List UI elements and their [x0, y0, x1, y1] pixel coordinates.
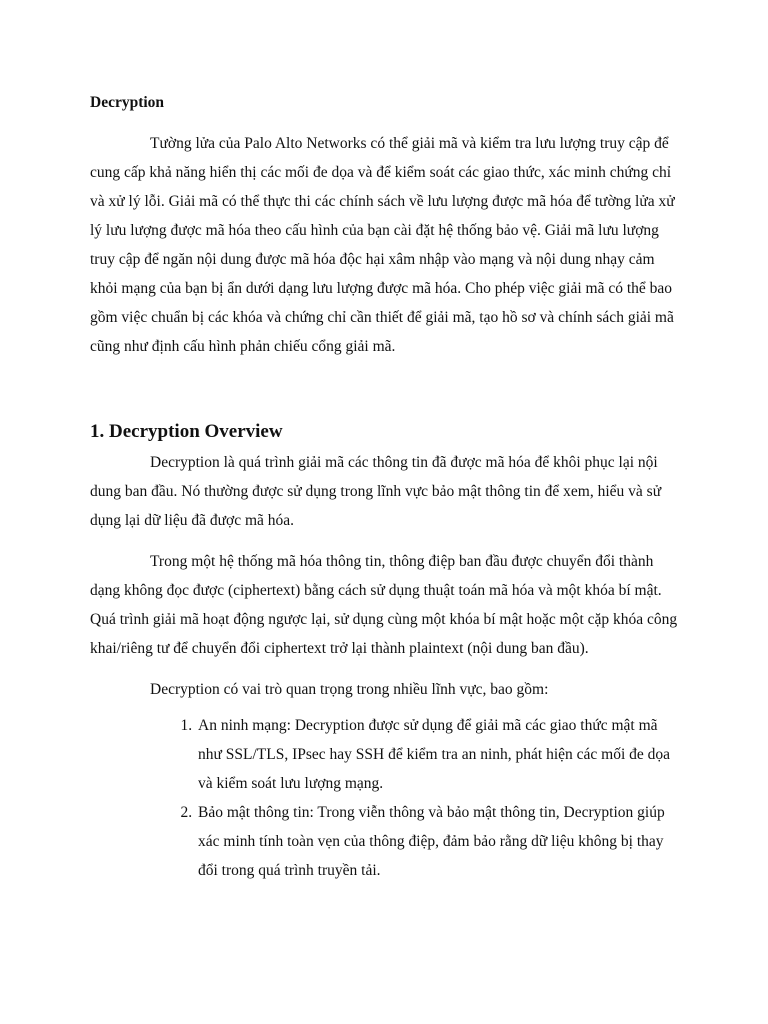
intro-paragraph: Tường lửa của Palo Alto Networks có thể giải mã và kiểm tra lưu lượng truy cập để cung cấp khả năng hiển thị các mối đe dọa và để kiểm soát các giao thức, xác minh chứng chỉ và xử lý lỗi. Giải mã có thể thực thi các chính sách về lưu lượng được mã hóa để tường lửa xử lý lưu lượng được mã hóa theo cấu hình của bạn cài đặt hệ thống bảo vệ. Giải mã lưu lượng truy cập để ngăn nội dung được mã hóa độc hại xâm nhập vào mạng và nội dung nhạy cảm khỏi mạng của bạn bị ẩn dưới dạng lưu lượng được mã hóa. Cho phép việc giải mã có thể bao gồm việc chuẩn bị các khóa và chứng chỉ cần thiết để giải mã, tạo hồ sơ và chính sách giải mã cũng như định cấu hình phản chiếu cổng giải mã.: [90, 135, 675, 355]
section-paragraph-3: Decryption có vai trò quan trọng trong nhiều lĩnh vực, bao gồm:: [150, 681, 549, 698]
list-item: 1. An ninh mạng: Decryption được sử dụng để giải mã các giao thức mật mã như SSL/TLS, IPsec hay SSH để kiểm tra an ninh, phát hiện các mối đe dọa và kiểm soát lưu lượng mạng.: [196, 711, 680, 798]
section-heading: 1. Decryption Overview: [90, 421, 283, 442]
document-title: Decryption: [90, 94, 165, 111]
section-paragraph-1: Decryption là quá trình giải mã các thông tin đã được mã hóa để khôi phục lại nội dung ban đầu. Nó thường được sử dụng trong lĩnh vực bảo mật thông tin để xem, hiểu và sử dụng lại dữ liệu đã được mã hóa.: [90, 454, 662, 529]
list-item: 2. Bảo mật thông tin: Trong viễn thông và bảo mật thông tin, Decryption giúp xác minh tính toàn vẹn của thông điệp, đảm bảo rằng dữ liệu không bị thay đổi trong quá trình truyền tải.: [196, 798, 680, 885]
numbered-list: [90, 711, 680, 885]
section-paragraph-2: Trong một hệ thống mã hóa thông tin, thông điệp ban đầu được chuyển đổi thành dạng không đọc được (ciphertext) bằng cách sử dụng thuật toán mã hóa và một khóa bí mật. Quá trình giải mã hoạt động ngược lại, sử dụng cùng một khóa bí mật hoặc một cặp khóa công khai/riêng tư để chuyển đổi ciphertext trở lại thành plaintext (nội dung ban đầu).: [90, 553, 678, 657]
